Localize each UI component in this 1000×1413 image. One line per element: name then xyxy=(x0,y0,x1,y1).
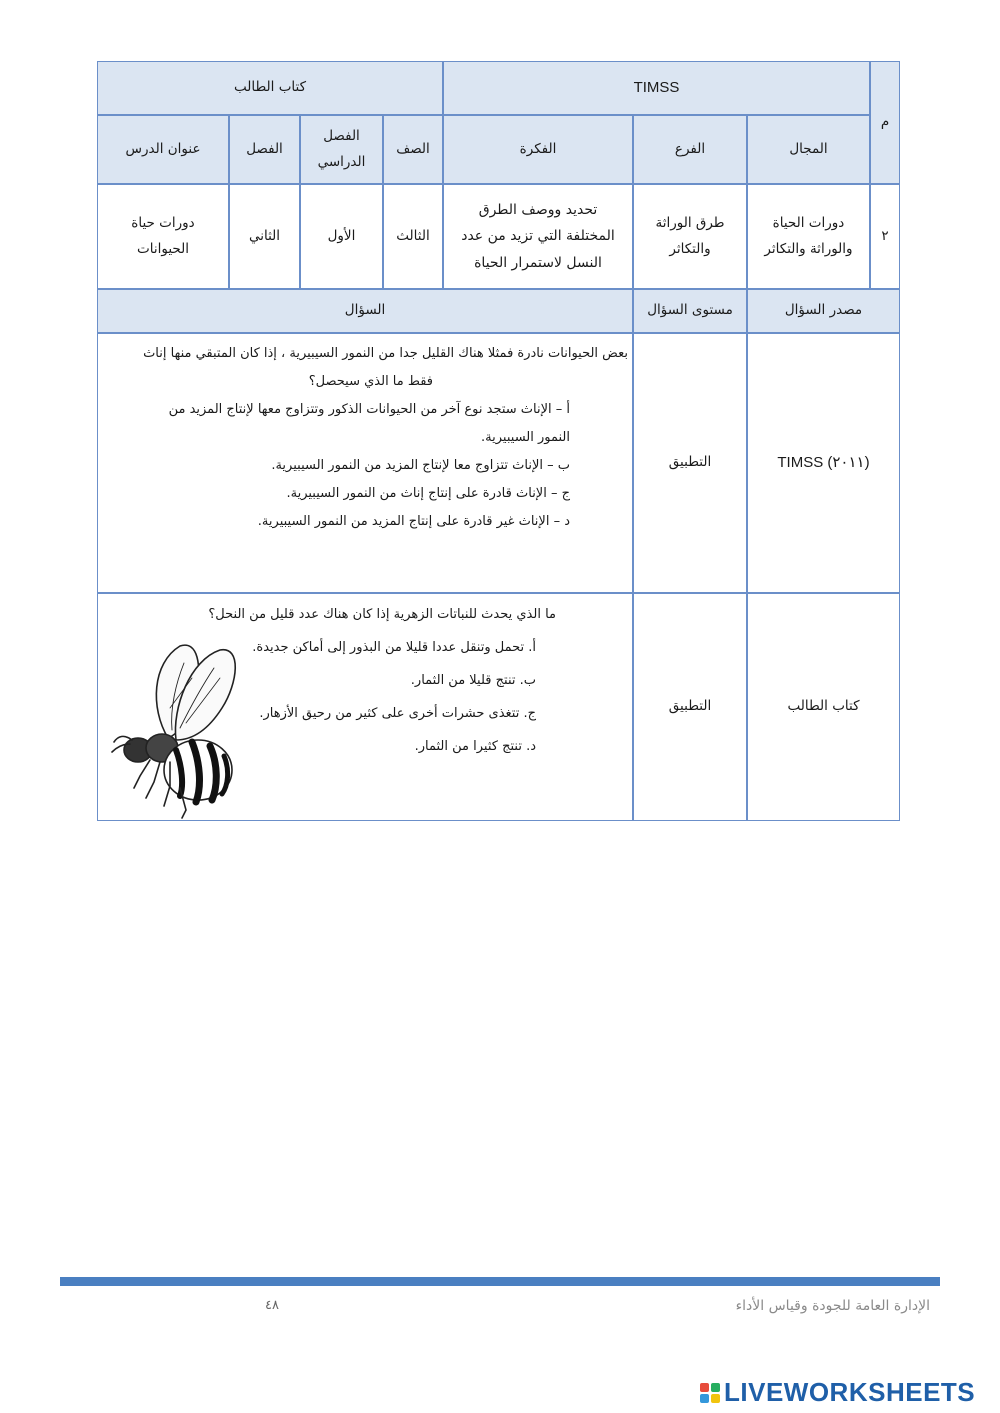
footer-divider xyxy=(60,1277,940,1286)
header-lesson-title: عنوان الدرس xyxy=(97,115,229,184)
page-number: ٤٨ xyxy=(265,1298,279,1313)
question-1-stem: بعض الحيوانات نادرة فمثلا هناك القليل جدا من النمور السيبيرية ، إذا كان المتبقي منها إناث xyxy=(143,346,628,361)
row-branch: طرق الوراثة والتكاثر xyxy=(633,184,747,289)
row-number: ٢ xyxy=(870,184,900,289)
question-2-option-c: ج. تتغذى حشرات أخرى على كثير من رحيق الأزهار. xyxy=(259,706,536,721)
question-2-stem: ما الذي يحدث للنباتات الزهرية إذا كان هناك عدد قليل من النحل؟ xyxy=(208,607,556,622)
question-1-body xyxy=(97,333,633,593)
row-grade: الثالث xyxy=(383,184,443,289)
header-domain: المجال xyxy=(747,115,870,184)
question-1-option-a: أ – الإناث ستجد نوع آخر من الحيوانات الذكور وتتزاوج معها لإنتاج المزيد من xyxy=(168,402,570,417)
question-2-source: كتاب الطالب xyxy=(747,593,900,821)
row-idea: تحديد ووصف الطرق المختلفة التي تزيد من عدد النسل لاستمرار الحياة xyxy=(443,184,633,289)
question-1-option-c: ج – الإناث قادرة على إنتاج إناث من النمور السيبيرية. xyxy=(286,486,570,501)
header-branch: الفرع xyxy=(633,115,747,184)
header-question-source: مصدر السؤال xyxy=(747,289,900,333)
row-domain: دورات الحياة والوراثة والتكاثر xyxy=(747,184,870,289)
header-grade: الصف xyxy=(383,115,443,184)
question-1-option-a-cont: النمور السيبيرية. xyxy=(481,430,570,445)
organization-name: الإدارة العامة للجودة وقياس الأداء xyxy=(735,1298,930,1314)
header-idea: الفكرة xyxy=(443,115,633,184)
question-2-option-d: د. تنتج كثيرا من الثمار. xyxy=(414,739,536,754)
header-chapter: الفصل xyxy=(229,115,300,184)
header-question: السؤال xyxy=(97,289,633,333)
brand-name: LIVEWORKSHEETS xyxy=(724,1377,976,1407)
curriculum-table xyxy=(97,61,900,821)
header-semester: الفصل الدراسي xyxy=(300,115,383,184)
question-2-level: التطبيق xyxy=(633,593,747,821)
bee-illustration xyxy=(110,638,245,820)
question-2-body xyxy=(97,593,633,821)
header-question-level: مستوى السؤال xyxy=(633,289,747,333)
question-2-option-a: أ. تحمل وتنقل عددا قليلا من البذور إلى أماكن جديدة. xyxy=(252,640,536,655)
question-2-option-b: ب. تنتج قليلا من الثمار. xyxy=(410,673,536,688)
brand-grid-icon xyxy=(700,1383,720,1403)
row-chapter: الثاني xyxy=(229,184,300,289)
row-semester: الأول xyxy=(300,184,383,289)
question-1-source: TIMSS (٢٠١١) xyxy=(747,333,900,593)
brand-logo[interactable] xyxy=(700,1377,975,1408)
header-timss: TIMSS xyxy=(443,61,870,115)
question-1-stem-cont: فقط ما الذي سيحصل؟ xyxy=(308,374,433,389)
question-1-level: التطبيق xyxy=(633,333,747,593)
question-1-option-d: د – الإناث غير قادرة على إنتاج المزيد من النمور السيبيرية. xyxy=(257,514,570,529)
row-lesson-title: دورات حياة الحيوانات xyxy=(97,184,229,289)
question-1-option-b: ب – الإناث تتزاوج معا لإنتاج المزيد من النمور السيبيرية. xyxy=(271,458,570,473)
header-student-book: كتاب الطالب xyxy=(97,61,443,115)
header-m: م xyxy=(870,61,900,184)
